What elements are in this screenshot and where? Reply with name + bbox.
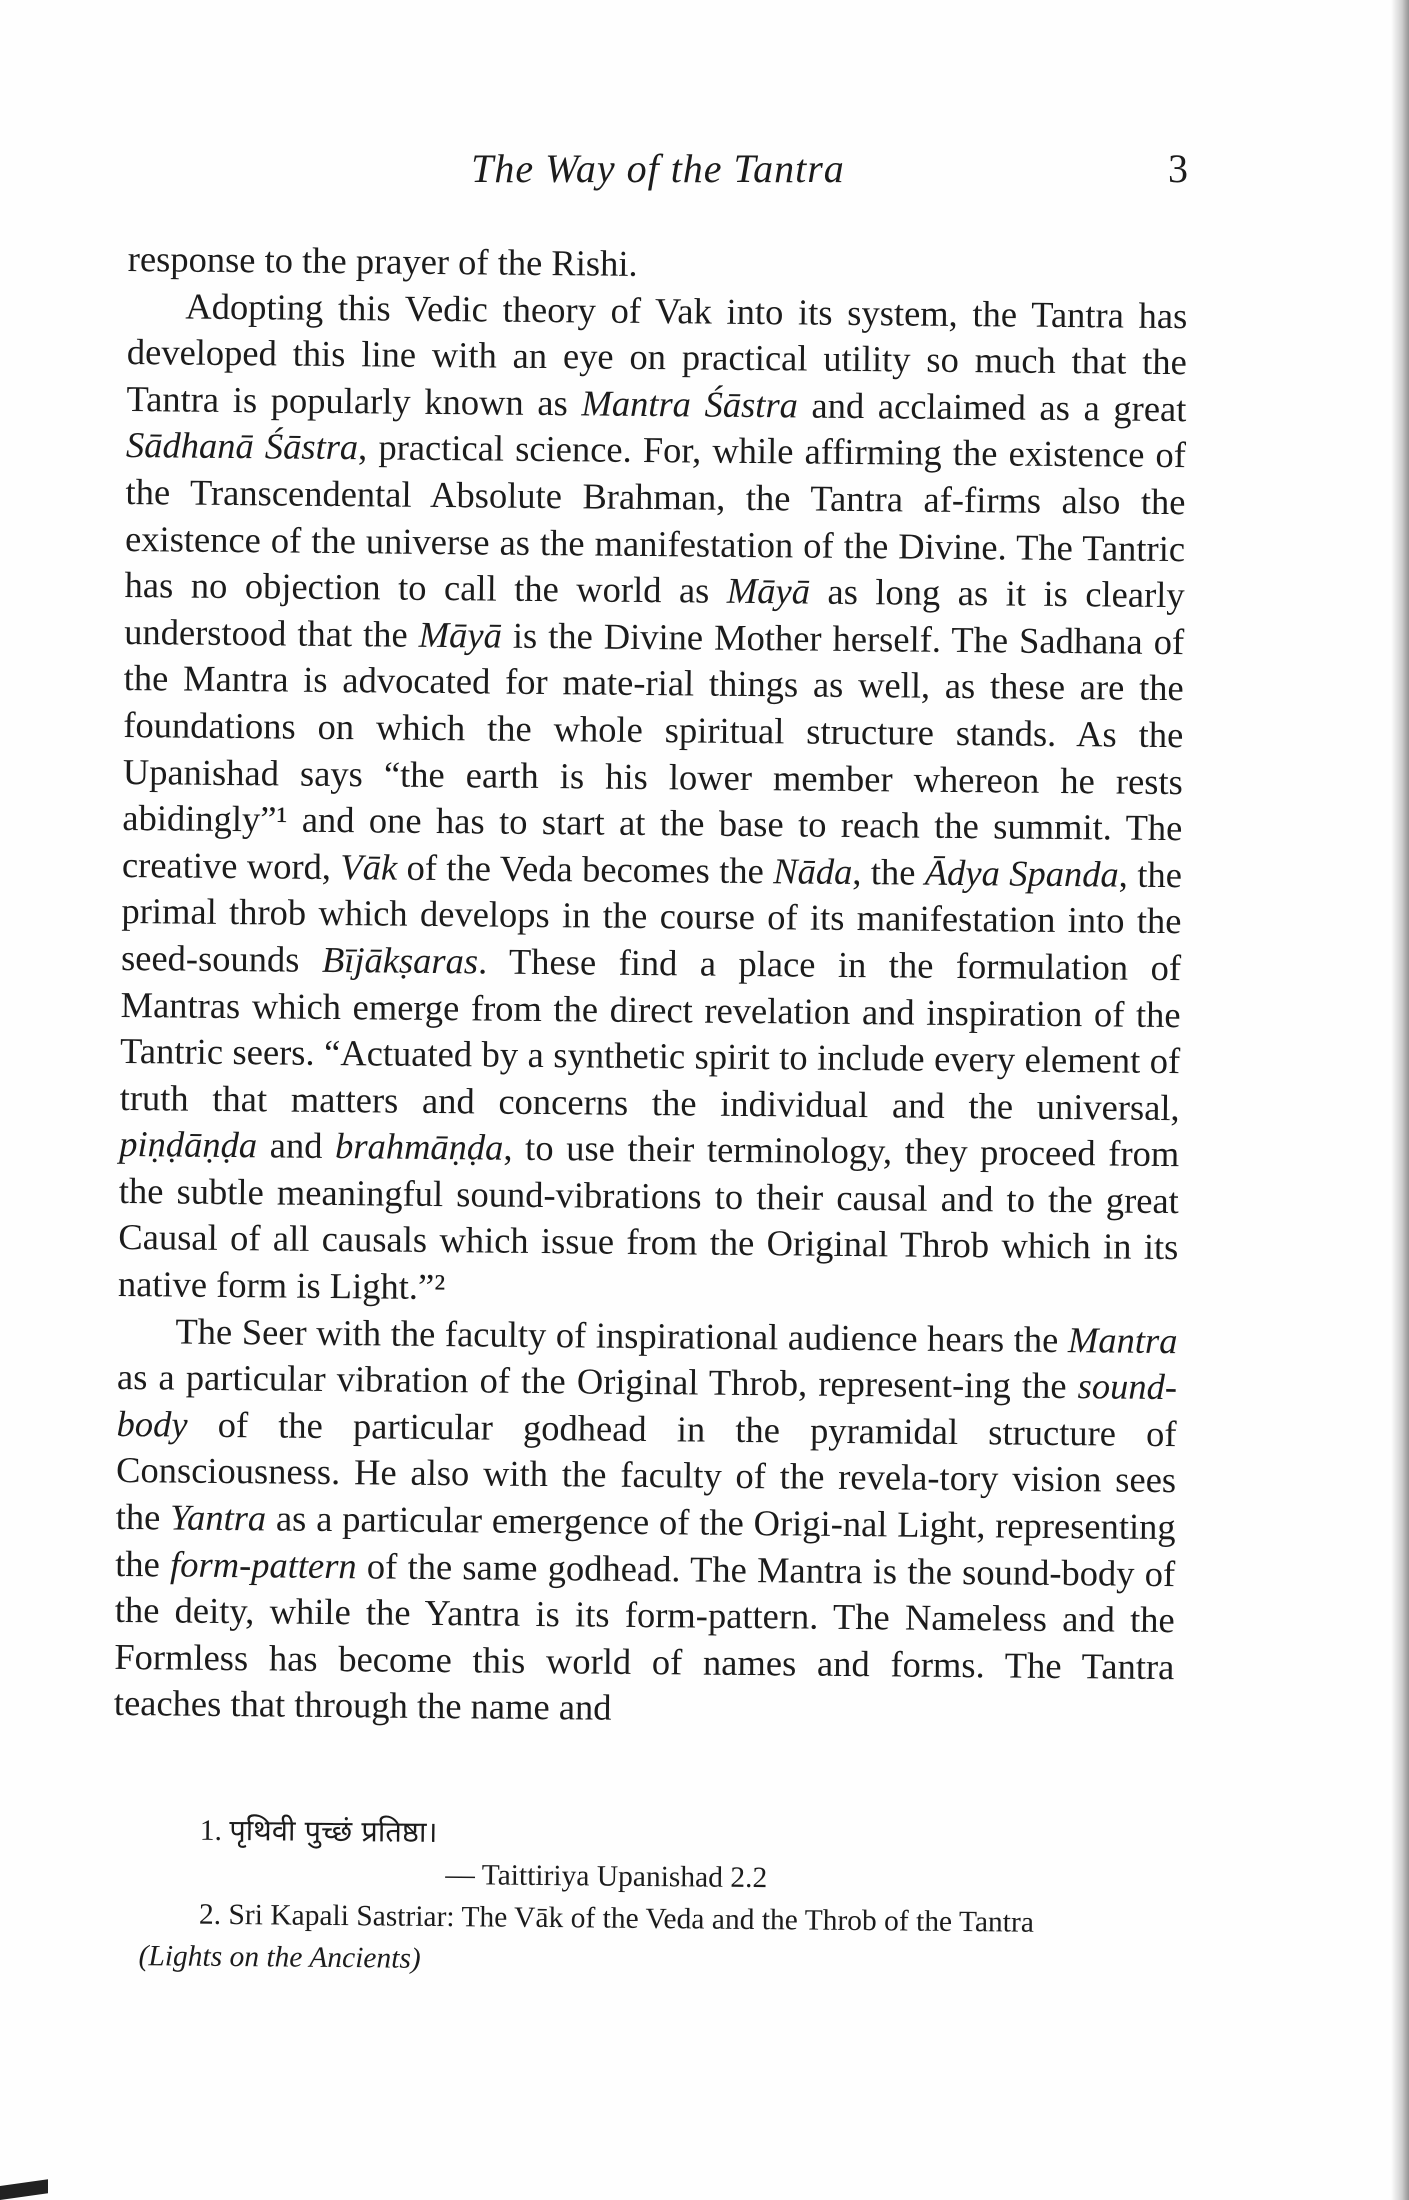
italic-term: Vāk <box>340 845 398 888</box>
footnote-2-marker: 2. <box>198 1898 222 1931</box>
text-run: , the <box>852 850 926 893</box>
italic-term: piṇḍāṇḍa <box>119 1123 258 1166</box>
paragraph-3 <box>114 1308 1178 1737</box>
running-title: The Way of the Tantra <box>471 146 845 191</box>
footnote-2-text: Sri Kapali Sastriar: The Vāk of the Veda and the Throb of the Tantra <box>228 1898 1035 1939</box>
italic-term: Nāda <box>773 849 853 892</box>
text-run: as a particular vibration of the Original Throb, represent-ing the <box>116 1356 1078 1407</box>
text-run: and <box>256 1124 336 1167</box>
footnote-1-source: — Taittiriya Upanishad 2.2 <box>445 1859 768 1895</box>
footnotes <box>126 1808 1198 1987</box>
italic-term: Māyā <box>726 569 811 612</box>
italic-term: Bījākṣaras <box>321 938 479 982</box>
text-run: of the particular godhead in the pyramidal structure of Consciousness. He also with the faculty of the revela-tory vision sees the <box>115 1403 1177 1538</box>
footnote-1-text: पृथिवी पुच्छं प्रतिष्ठा। <box>229 1812 438 1849</box>
text-run: , the primal throb which develops in the course of its manifestation into the seed-sounds <box>120 853 1183 980</box>
text-run: , to use their terminology, they proceed from the subtle meaningful sound-vibrations to their causal and to the great Causal of all causals which issue from the Original Throb which in its native form is Light.”² <box>117 1126 1180 1308</box>
italic-term: sound-body <box>116 1365 1178 1445</box>
text-run: and acclaimed as a great <box>797 384 1187 429</box>
italic-term: brahmāṇḍa <box>334 1125 504 1168</box>
text-run: as long as it is clearly understood that the <box>124 570 1185 655</box>
text-run: of the Veda becomes the <box>396 846 774 891</box>
italic-term: Mantra <box>1067 1318 1178 1361</box>
italic-term: Yantra <box>169 1496 267 1539</box>
text-run: , practical science. For, while affirming the existence of the Transcendental Absolute Brahman, the Tantra af-firms also the existence of the universe as the manifestation of the Divine. The Tantric has no objection to call the world as <box>124 426 1187 611</box>
italic-term: Māyā <box>418 613 503 656</box>
page-corner-mark <box>0 2179 48 2200</box>
text-run: Adopting this Vedic theory of Vak into its system, the Tantra has developed this line with an eye on practical utility so much that the Tantra is popularly known as <box>126 285 1188 424</box>
page-edge-shadow <box>1391 0 1409 2200</box>
text-run: is the Divine Mother herself. The Sadhana of the Mantra is advocated for mate-rial things as well, as these are the foundations on which the whole spiritual structure stands. As the Upanishad says “the earth is his lower member whereon he rests abidingly”¹ and one has to start at the base to reach the summit. The creative word, <box>121 614 1185 887</box>
text-run: response to the prayer of the Rishi. <box>127 237 638 284</box>
page-header <box>128 145 1188 195</box>
italic-term: Sādhanā Śāstra <box>125 424 359 468</box>
text-run: as a particular emergence of the Origi-nal Light, representing the <box>115 1497 1176 1585</box>
italic-term: Ādya Spanda <box>924 851 1119 895</box>
text-run: The Seer with the faculty of inspirational audience hears the <box>175 1310 1069 1360</box>
footnote-2-subtitle: (Lights on the Ancients) <box>138 1940 421 1975</box>
paragraph-2 <box>118 283 1188 1318</box>
footnote-1-marker: 1. <box>199 1814 223 1847</box>
body-text <box>114 236 1188 1737</box>
page-number: 3 <box>1168 146 1188 191</box>
italic-term: Mantra Śāstra <box>581 382 799 426</box>
italic-term: form-pattern <box>169 1543 357 1586</box>
text-run: . These find a place in the formulation of Mantras which emerge from the direct revelation and inspiration of the Tantric seers. “Actuated by a synthetic spirit to include every element of truth that matters and concerns the individual and the universal, <box>119 940 1182 1128</box>
text-run: of the same godhead. The Mantra is the sound-body of the deity, while the Yantra is its form-pattern. The Nameless and the Formless has become this world of names and forms. The Tantra teaches that through the name and <box>113 1544 1176 1729</box>
